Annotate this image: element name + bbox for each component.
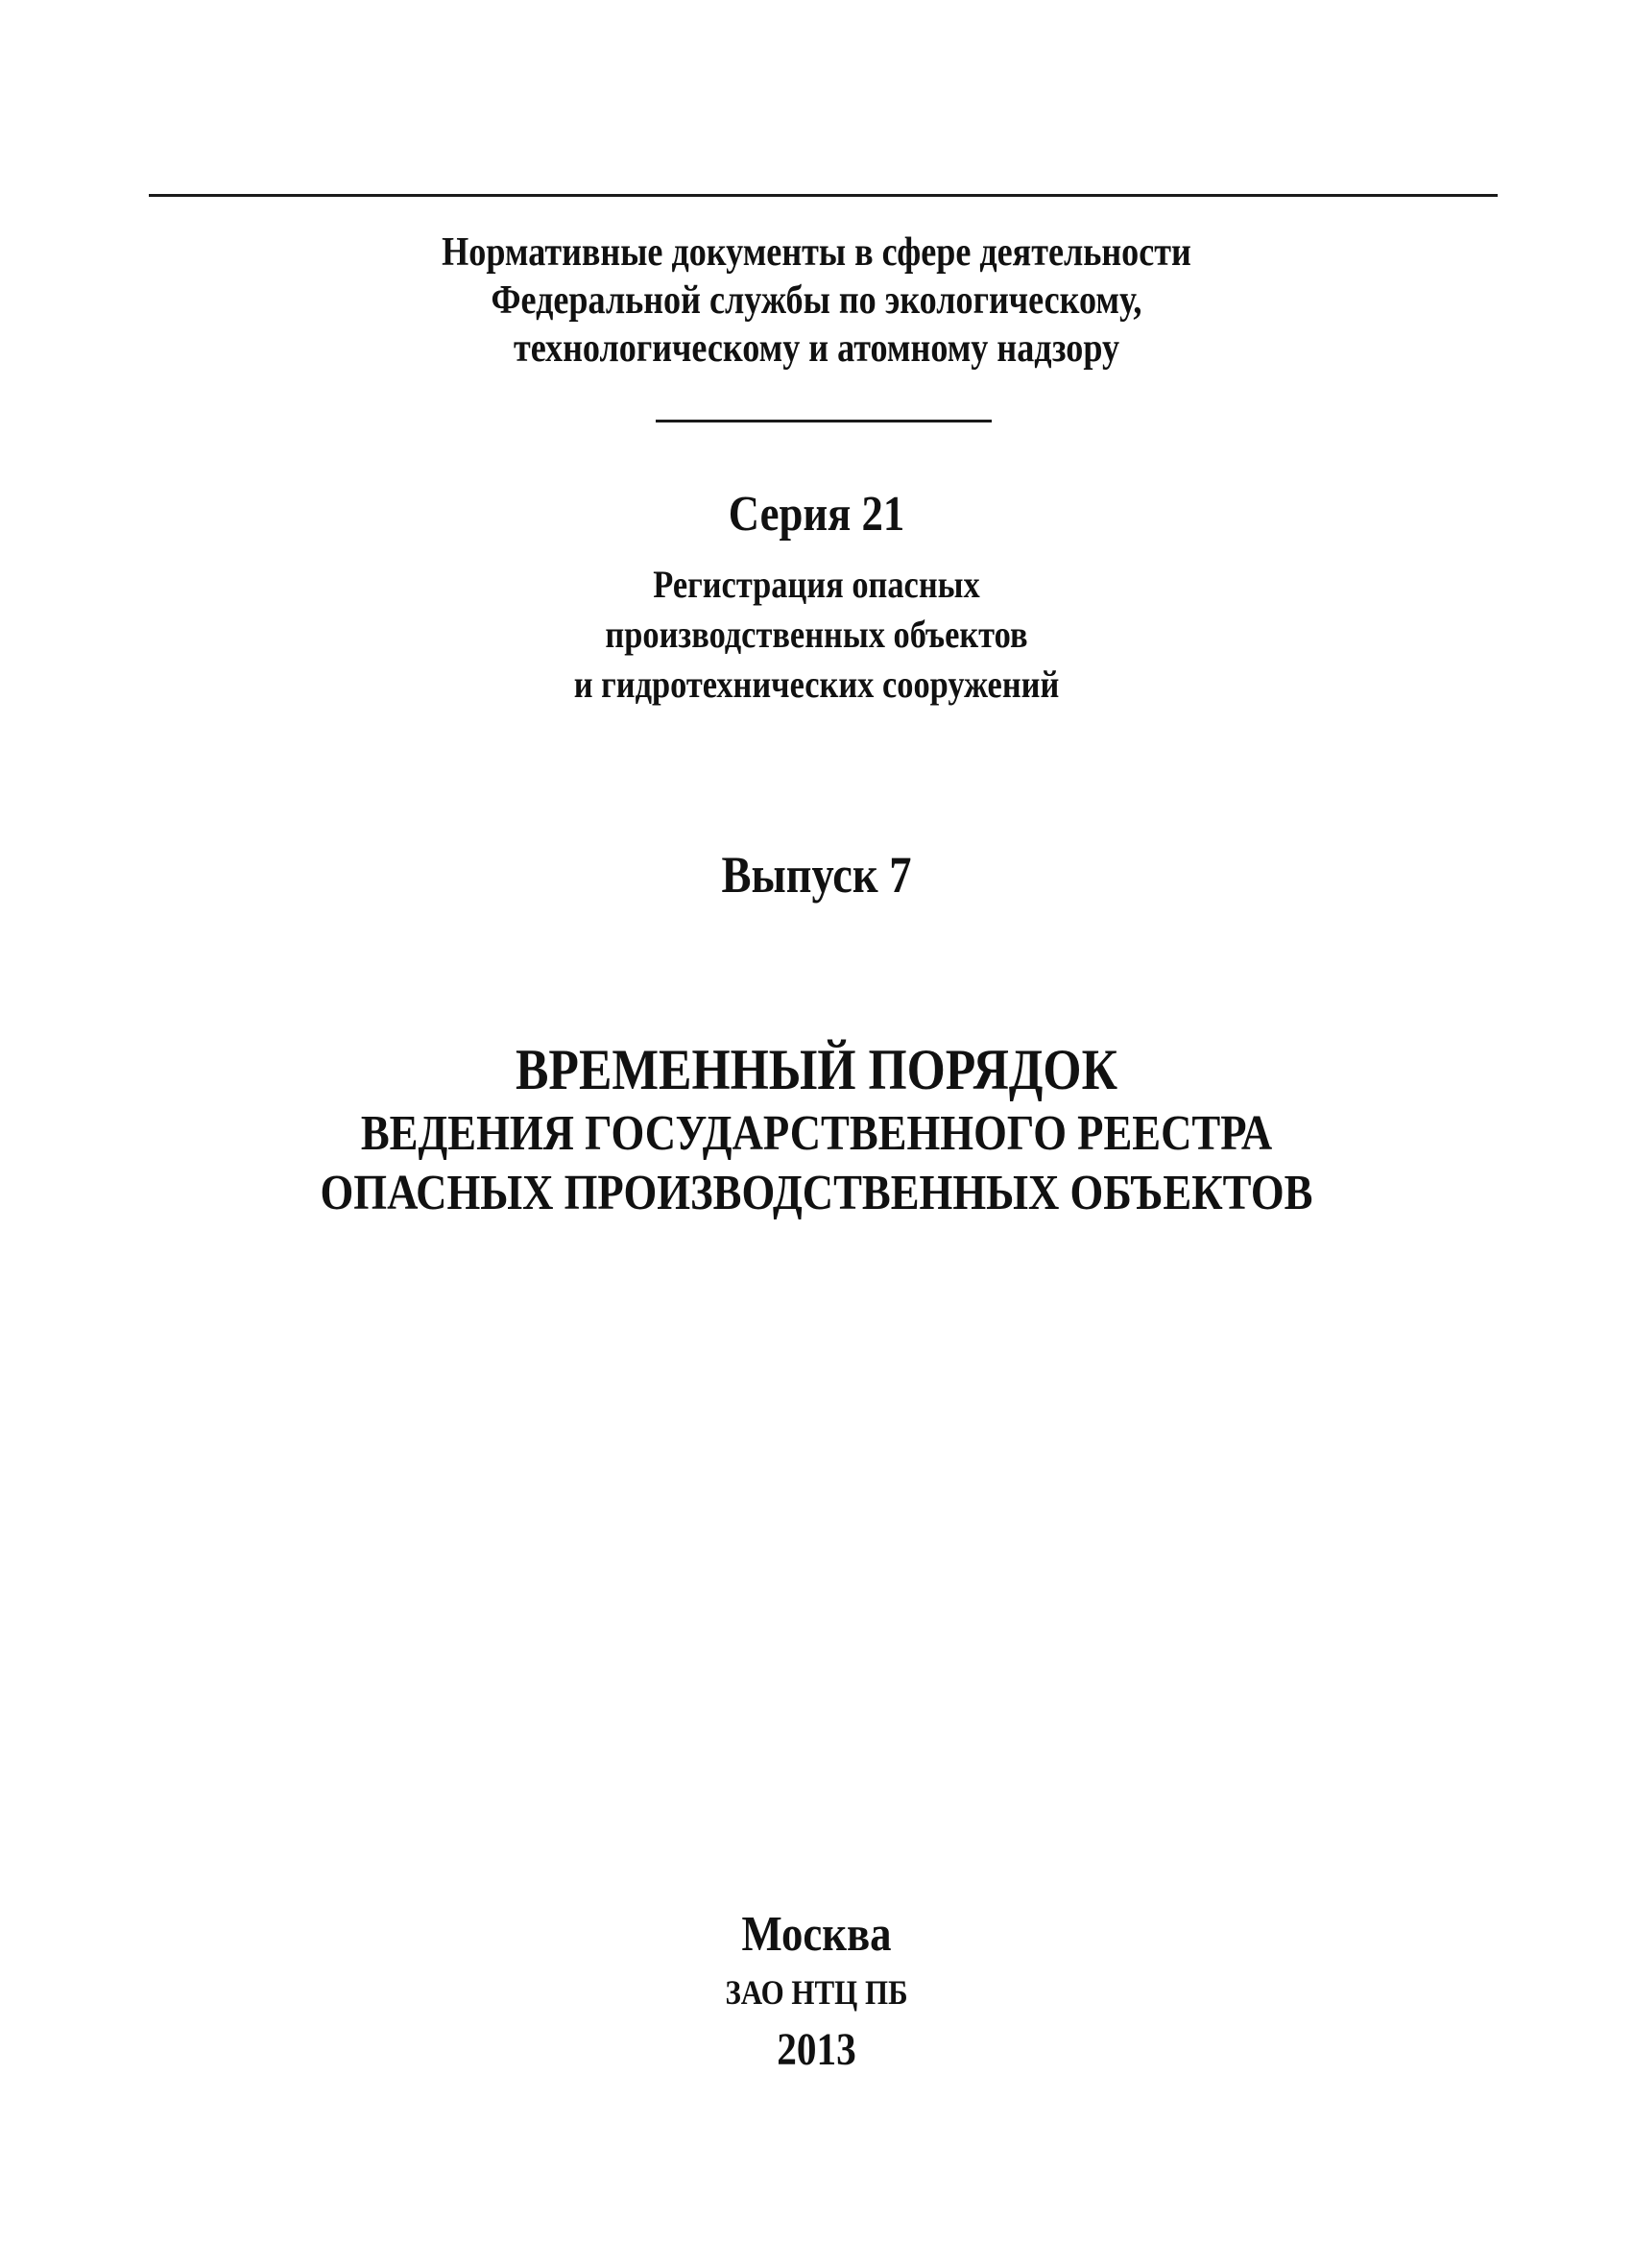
imprint-city: Москва [741,1907,892,1962]
imprint-publisher: ЗАО НТЦ ПБ [725,1973,908,2012]
document-title-line-2: ВЕДЕНИЯ ГОСУДАРСТВЕННОГО РЕЕСТРА [360,1106,1273,1161]
imprint-year: 2013 [777,2024,856,2075]
header-line-3: технологическому и атомному надзору [513,326,1120,371]
top-divider [149,194,1498,197]
series-title: Серия 21 [728,487,905,542]
series-subtitle [114,560,1519,710]
header-divider [656,420,992,422]
publisher-header [114,229,1519,373]
header-line-1: Нормативные документы в сфере деятельности [442,230,1191,275]
header-line-2: Федеральной службы по экологическому, [491,278,1142,323]
series-subtitle-line-3: и гидротехнических сооружений [573,663,1060,706]
document-title-line-1: ВРЕМЕННЫЙ ПОРЯДОК [516,1038,1117,1101]
document-title [114,1035,1519,1223]
series-subtitle-line-1: Регистрация опасных [653,563,980,606]
imprint [114,1904,1519,2081]
document-title-line-3: ОПАСНЫХ ПРОИЗВОДСТВЕННЫХ ОБЪЕКТОВ [320,1166,1313,1220]
series-subtitle-line-2: производственных объектов [605,613,1028,656]
issue-number: Выпуск 7 [721,846,912,904]
